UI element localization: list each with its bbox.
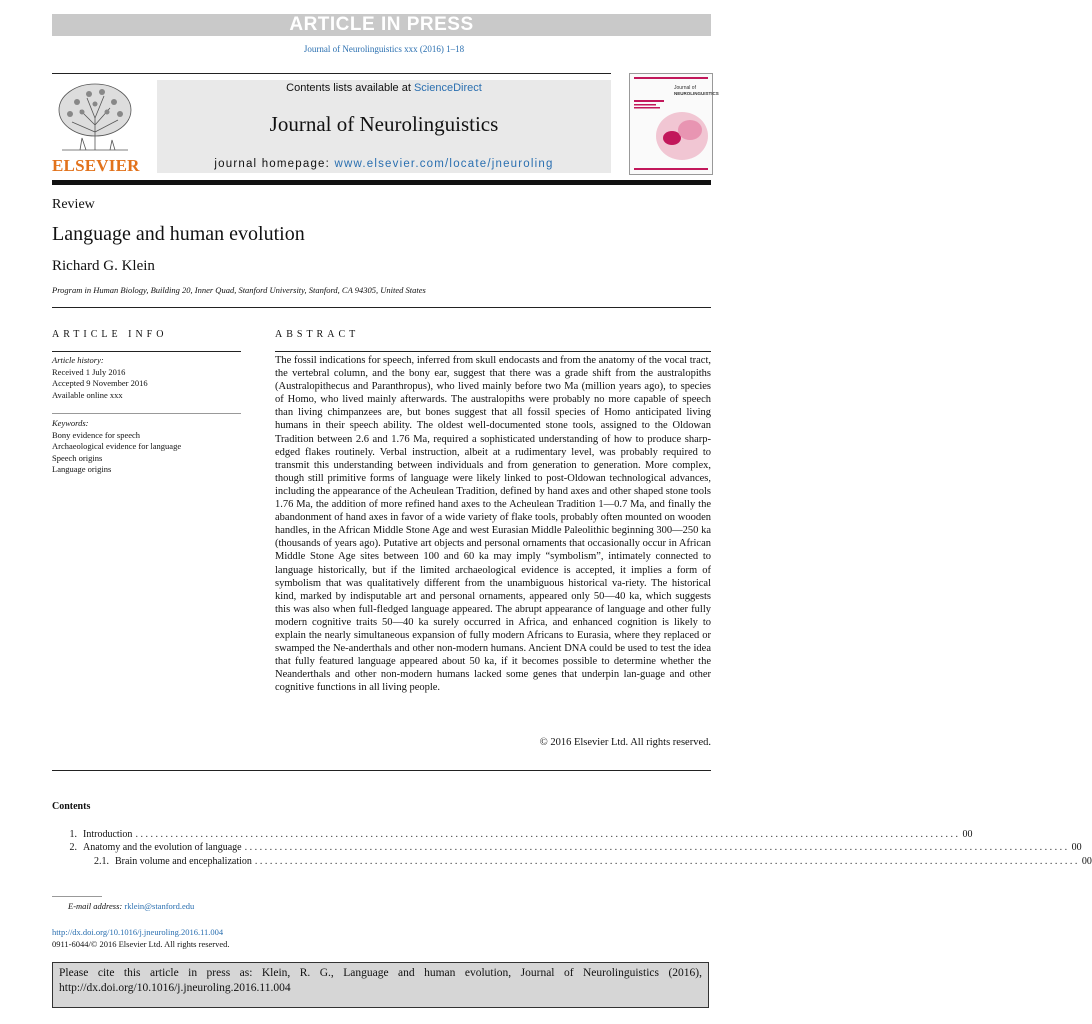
cover-journal-top: Journal of — [674, 85, 696, 91]
abstract-copyright: © 2016 Elsevier Ltd. All rights reserved. — [539, 737, 711, 748]
article-info-rule — [52, 351, 241, 352]
toc-subitem[interactable] — [52, 856, 1092, 870]
article-in-press-banner: ARTICLE IN PRESS — [52, 14, 711, 36]
article-title: Language and human evolution — [52, 223, 305, 245]
abstract-heading: ABSTRACT — [275, 329, 360, 340]
toc-leader: ..................................................................................................................................................................... — [135, 829, 961, 840]
toc-label: Brain volume and encephalization — [115, 856, 252, 867]
header-top-rule — [52, 73, 611, 74]
email-label: E-mail address: — [68, 901, 123, 911]
contents-heading: Contents — [52, 801, 91, 812]
abstract-bottom-rule — [52, 770, 711, 771]
keyword-item: Speech origins — [52, 452, 103, 463]
toc-leader: ..................................................................................................................................................................... — [244, 842, 1070, 853]
history-label: Article history: — [52, 355, 104, 365]
article-type: Review — [52, 197, 95, 212]
email-link[interactable]: rklein@stanford.edu — [124, 901, 195, 911]
article-info-divider — [52, 413, 241, 414]
contents-prefix: Contents lists available at — [286, 82, 414, 94]
elsevier-wordmark: ELSEVIER — [52, 156, 140, 175]
journal-homepage-line — [157, 158, 611, 170]
toc-number: 2. — [69, 842, 77, 853]
cover-art — [630, 74, 719, 174]
doi-link[interactable]: http://dx.doi.org/10.1016/j.jneuroling.2016.11.004 — [52, 927, 224, 937]
keywords-block — [52, 418, 241, 476]
toc-label: Anatomy and the evolution of language — [83, 842, 242, 853]
article-history — [52, 355, 241, 401]
keyword-item: Bony evidence for speech — [52, 429, 141, 440]
received-date: Received 1 July 2016 — [52, 366, 126, 377]
abstract-rule — [275, 351, 711, 352]
email-footnote — [68, 901, 194, 911]
title-rule — [52, 307, 711, 308]
article-info-heading: ARTICLE INFO — [52, 329, 168, 340]
homepage-link[interactable]: www.elsevier.com/locate/jneuroling — [334, 158, 554, 170]
author-affiliation: Program in Human Biology, Building 20, Inner Quad, Stanford University, Stanford, CA 94305, United States — [52, 285, 426, 295]
journal-citation-line[interactable]: Journal of Neurolinguistics xxx (2016) 1–18 — [303, 44, 465, 54]
author-name[interactable]: Richard G. Klein — [52, 258, 155, 274]
toc-label: Introduction — [83, 829, 133, 840]
issn-copyright: 0911-6044/© 2016 Elsevier Ltd. All rights reserved. — [52, 939, 230, 949]
contents-lists-line — [157, 82, 611, 94]
toc-item[interactable] — [52, 829, 973, 843]
toc-number: 2.1. — [94, 856, 109, 867]
toc-item[interactable] — [52, 842, 1082, 856]
cover-journal-bottom: NEUROLINGUISTICS — [674, 91, 719, 96]
sciencedirect-link[interactable]: ScienceDirect — [413, 82, 482, 94]
homepage-prefix: journal homepage: — [214, 158, 335, 170]
toc-leader: ..................................................................................................................................................................... — [254, 856, 1080, 867]
journal-cover-thumbnail[interactable] — [629, 73, 719, 175]
keyword-item: Language origins — [52, 464, 112, 474]
footnote-rule — [52, 896, 102, 897]
accepted-date: Accepted 9 November 2016 — [52, 378, 148, 388]
masthead-thick-rule — [52, 180, 711, 185]
keywords-label: Keywords: — [52, 418, 89, 428]
toc-page: 00 — [1071, 842, 1082, 853]
cite-this-article-box: Please cite this article in press as: Klein, R. G., Language and human evolution, Journal of Neurolinguistics (2016), http://dx.doi.org/10.1016/j.jneuroling.2016.11.004 — [52, 962, 709, 1008]
elsevier-tree-logo — [52, 80, 138, 156]
abstract-text: The fossil indications for speech, inferred from skull endocasts and from the anatomy of the vocal tract, the vertebral column, and the bony ear, suggest that there was a grade shift from the australopiths (Australopithecus and Paranthropus), who lived mainly before two Ma (million years ago), to species of Homo, who lived mainly afterwards. The australopiths were probably no more capable of speech than living chimpanzees are, but bones suggest that all fossil species of Homo anticipated living humans in their speech ability. The oldest well-documented stone tools, assigned to the Oldowan Tradition between 2.6 and 1.76 Ma, required a sophisticated understanding of how to produce sharp-edged flakes routinely. Verbal instruction, albeit at a rudimentary level, was probably required to transmit this understanding between individuals and from generation to generation. More complex, though still primitive forms of language were likely linked to post-Oldowan technological advances, including the appearance of the Acheulean Tradition, defined by hand axes and other shaped stone tools 1.76 Ma, the addition of more refined hand axes to the Acheulean Tradition 1—0.7 Ma, and finally the abandonment of hand axes in favor of a wide variety of flake tools, probably often mounted on wooden handles, in the African Middle Stone Age and west Eurasian Middle Paleolithic beginning 300—250 ka (thousands of years ago). Putative art objects and personal ornaments that occasionally occur in African Middle Stone Age sites between 100 and 60 ka may imply “symbolism”, intimately connected to language historically, but if the limited archaeological evidence is accepted, it implies a form of symbolism that was qualitatively different from the unambiguous historical va-riety. The historical kind, marked by indisputable art and personal ornaments, appeared only 50—40 ka, which suggests this was also when full-fledged language appeared. The abrupt appearance of language and other fully modern cognitive traits 50—40 ka surely occurred in Africa, and enhanced cognition is likely to explain the nearly simultaneous expansion of fully modern Africans to Eurasia, where they replaced or swamped the Ne-anderthals and other non-modern humans. Ancient DNA could be used to test the idea that fully featured language appeared about 50 ka, if it becomes possible to determine whether the Neanderthals and other non-modern humans lacked some genes that underpin lan-guage and other cognitive functions in all living people. — [275, 355, 711, 694]
toc-page: 00 — [1081, 856, 1092, 867]
online-date: Available online xxx — [52, 389, 123, 400]
keyword-item: Archaeological evidence for language — [52, 441, 182, 451]
journal-name: Journal of Neurolinguistics — [269, 112, 499, 136]
toc-page: 00 — [962, 829, 973, 840]
toc-number: 1. — [69, 829, 77, 840]
